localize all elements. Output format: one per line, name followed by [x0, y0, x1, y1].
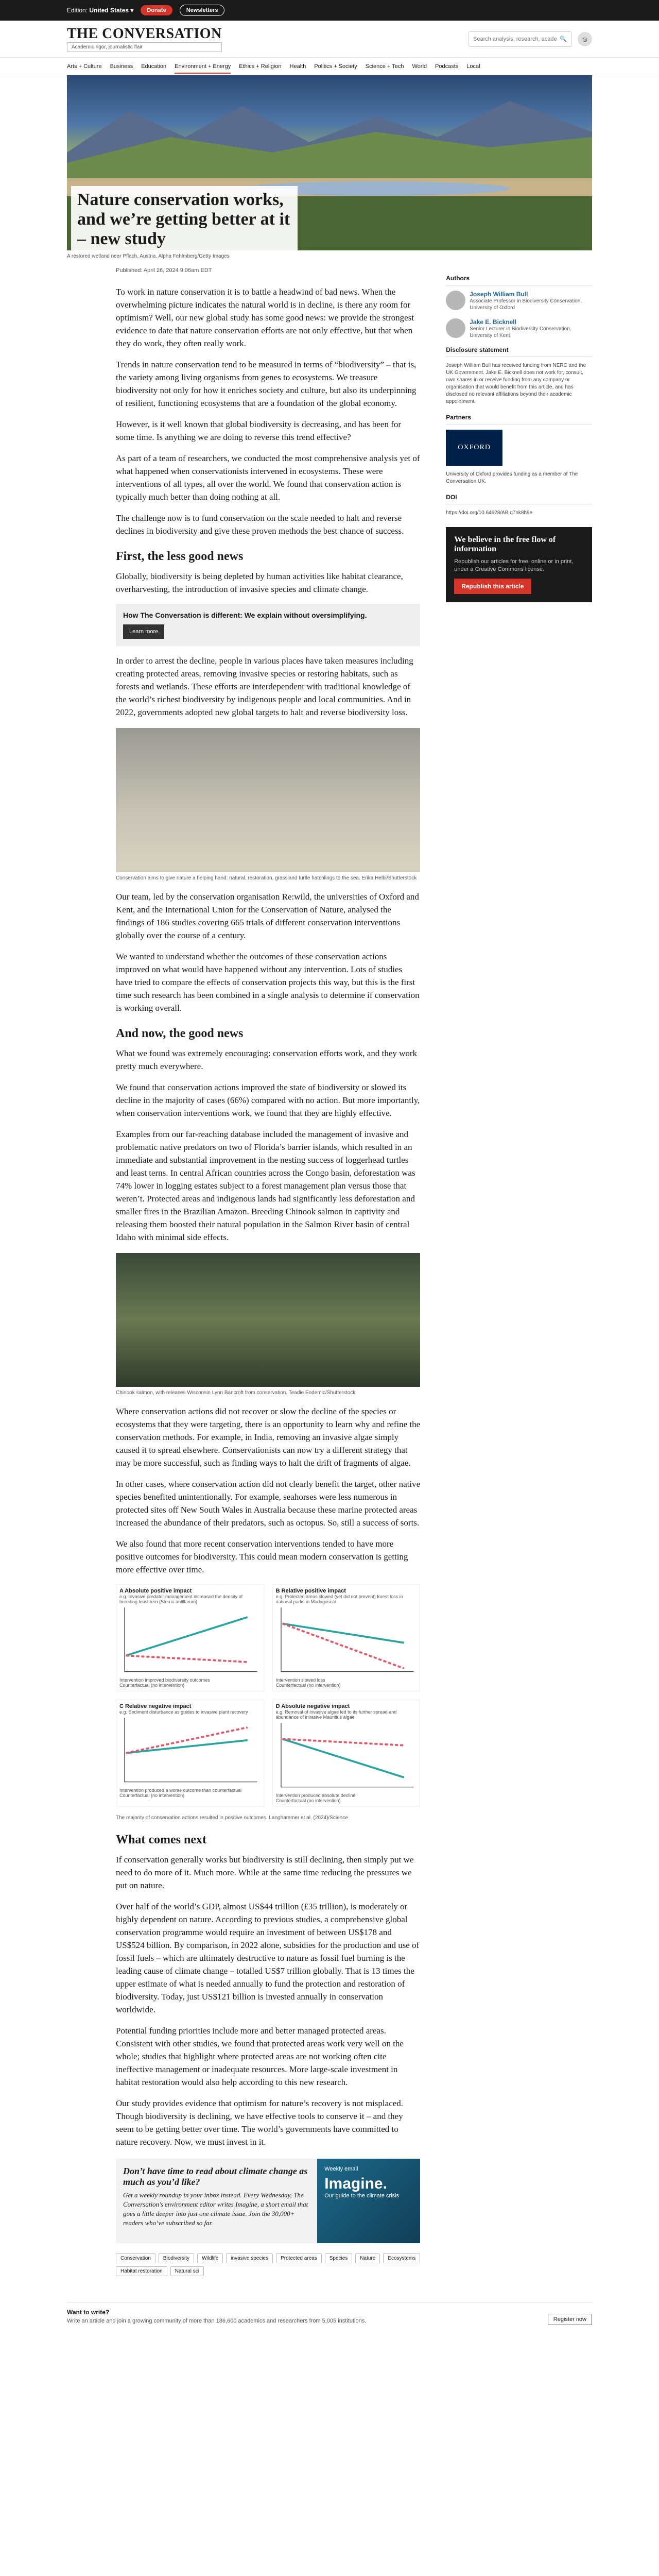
nav-item-politics-society[interactable]: Politics + Society	[314, 63, 357, 70]
paragraph: Our team, led by the conservation organisation Re:wild, the universities of Oxford and Kent, and the International Union for the Conservation of Nature, analysed the findings of 186 studies covering 665 trials of different conservation interventions globally over the course of a century.	[116, 892, 419, 940]
chart-subtitle: e.g. Removal of invasive algae led to its further spread and abundance of invasive Mauritius algae	[275, 1709, 397, 1720]
paragraph: We found that conservation actions improved the state of biodiversity or slowed its decline in the majority of cases (66%) compared with no action. But more importantly, when conservation interventions work, we found that they are highly effective.	[116, 1082, 420, 1118]
topic-tag[interactable]: Species	[325, 2253, 353, 2263]
chart-title: C Relative negative impact	[119, 1703, 192, 1709]
intervention-line	[126, 1740, 247, 1753]
author-name[interactable]: Joseph William Bull	[470, 291, 528, 298]
author-role: Associate Professor in Biodiversity Conservation, University of Oxford	[470, 298, 582, 311]
write-section	[67, 2302, 592, 2324]
chart-subtitle: e.g. Invasive predator management increased the density of breeding least tern (Sterna antillarum)	[119, 1594, 243, 1604]
promo-title: Don’t have time to read about climate change as much as you’d like?	[123, 2165, 308, 2187]
author-name[interactable]: Jake E. Bicknell	[470, 318, 516, 326]
impact-chart-panel	[272, 1700, 421, 1807]
counterfactual-label: Counterfactual (no intervention)	[275, 1682, 341, 1688]
chart-title: B Relative positive impact	[275, 1588, 346, 1594]
paragraph: However, is it well known that global biodiversity is decreasing, and has been for some time. Is anything we are doing to reverse this trend effective?	[116, 419, 402, 442]
site-logo[interactable]: THE CONVERSATION Academic rigor, journalistic flair	[67, 26, 222, 52]
paragraph: Our study provides evidence that optimism for nature’s recovery is not misplaced. Though biodiversity is declining, we have effective tools to conserve it – and they seem to be getting better over time. The world’s governments have committed to nature recovery. Now, we must invest in it.	[116, 2098, 404, 2147]
disclosure-text: Joseph William Bull has received funding from NERC and the UK Government. Jake E. Bicknell does not work for, consult, own shares in or receive funding from any company or organisation that would benefit from this article, and has disclosed no relevant affiliations beyond their academic appointment.	[446, 363, 586, 404]
impact-chart-panel	[116, 1584, 264, 1691]
authors-heading: Authors	[446, 275, 592, 285]
newsletter-promo[interactable]	[116, 2159, 420, 2243]
heading-good-news: And now, the good news	[116, 1027, 244, 1040]
figure-turtles	[116, 728, 420, 881]
topic-tag[interactable]: Habitat restoration	[116, 2266, 167, 2276]
promo-text: Get a weekly roundup in your inbox instead. Every Wednesday, The Conversation’s environment editor writes Imagine, a short email that goes a little deeper into just one climate issue. Join the 30,000+ readers who’ve subscribed so far.	[123, 2191, 308, 2227]
chart-title: D Absolute negative impact	[275, 1703, 350, 1709]
republish-title: We believe in the free flow of information	[454, 535, 556, 553]
paragraph: Over half of the world’s GDP, almost US$44 trillion (£35 trillion), is moderately or highly dependent on nature. According to previous studies, a comprehensive global conservation programme would require an investment of between US$178 and US$524 billion. By comparison, in 2022 alone, subsidies for the production and use of fossil fuels – which are ultimately destructive to nature as fossil fuel burning is the leading cause of climate change – totalled US$7 trillion globally. That is 13 times the upper estimate of what is needed annually to fund the protection and restoration of biodiversity. Today, just US$121 billion is invested annually in conservation worldwide.	[116, 1901, 420, 2014]
figure-caption: The majority of conservation actions resulted in positive outcomes. Langhammer et al. (2024)/Science	[116, 1815, 348, 1821]
republish-text: Republish our articles for free, online or in print, under a Creative Commons license.	[454, 558, 574, 572]
author-role: Senior Lecturer in Biodiversity Conservation, University of Kent	[470, 326, 571, 338]
donate-button[interactable]: Donate	[141, 5, 172, 15]
tag-list	[116, 2253, 420, 2276]
paragraph: In other cases, where conservation action did not clearly benefit the target, other native species benefited unintentionally. For example, seahorses were less numerous in protected sites off New South Wales in Australia because these marine protected areas increased the abundance of their predators, such as octopus. So, still a success of sorts.	[116, 1479, 421, 1528]
nav-item-world[interactable]: World	[412, 63, 427, 70]
counterfactual-label: Counterfactual (no intervention)	[275, 1798, 341, 1803]
hero-image	[67, 75, 592, 250]
partner-text: University of Oxford provides funding as a member of The Conversation UK.	[446, 471, 578, 484]
chart-title: A Absolute positive impact	[119, 1588, 192, 1594]
hero-caption: A restored wetland near Pflach, Austria. Alpha Fehlmberg/Getty Images	[67, 253, 230, 259]
nav-item-arts-culture[interactable]: Arts + Culture	[67, 63, 102, 70]
paragraph: If conservation generally works but biodiversity is still declining, then simply put we need to do more of it. Much more. While at the same time reducing the pressures we put on nature.	[116, 1854, 414, 1890]
intervention-label: Intervention produced a worse outcome than counterfactual	[119, 1787, 242, 1793]
paragraph: In order to arrest the decline, people in various places have taken measures including creating protected areas, removing invasive species or restoring habitats, such as forests and wetlands. These efforts are interdependent with traditional knowledge of the world’s richest biodiversity by indigenous people and local communities. And in 2022, governments adopted new global targets to halt and reverse biodiversity loss.	[116, 656, 413, 717]
author-avatar	[446, 318, 465, 338]
republish-button[interactable]: Republish this article	[454, 579, 531, 594]
search-icon[interactable]: 🔍	[560, 36, 567, 42]
counterfactual-line	[126, 1655, 247, 1662]
counterfactual-line	[126, 1727, 247, 1753]
nav-item-education[interactable]: Education	[141, 63, 167, 70]
author-card[interactable]	[446, 318, 592, 339]
paragraph: Examples from our far-reaching database included the management of invasive and problematic native predators on two of Florida’s barrier islands, which resulted in an immediate and substantial improvement in the nesting success of loggerhead turtles and least terns. In central African countries across the Congo basin, deforestation was 74% lower in logging estates subject to a forest management plan versus those that weren’t. Protected areas and indigenous lands had significantly less deforestation and smaller fires in the Brazilian Amazon. Breeding Chinook salmon in captivity and releasing them boosted their natural population in the Salmon River basin of central Idaho with minimal side effects.	[116, 1129, 415, 1242]
published-date: Published: April 26, 2024 9:06am EDT	[116, 267, 212, 274]
nav-item-science-tech[interactable]: Science + Tech	[365, 63, 404, 70]
search-box[interactable]	[469, 31, 571, 47]
nav-item-health[interactable]: Health	[289, 63, 306, 70]
search-input[interactable]	[473, 36, 557, 42]
paragraph: We also found that more recent conservation interventions tended to have more positive outcomes for biodiversity. This could mean modern conservation is getting more effective over time.	[116, 1539, 408, 1574]
figure-salmon	[116, 1253, 420, 1396]
newsletter-text: How The Conversation is different: We explain without oversimplifying.	[123, 611, 367, 619]
chart-plot	[119, 1604, 261, 1675]
chart-subtitle: e.g. Sediment disturbance as guides to invasive plant recovery	[119, 1709, 248, 1715]
register-button[interactable]: Register now	[548, 2314, 592, 2325]
paragraph: To work in nature conservation it is to battle a headwind of bad news. When the overwhelming picture indicates the natural world is in decline, is there any room for optimism? Well, our new global study has some good news: we provide the strongest evidence to date that nature conservation efforts are not only effective, but that when they do work, they often really work.	[116, 287, 414, 348]
turtle-photo	[116, 728, 420, 872]
heading-bad-news: First, the less good news	[116, 550, 244, 563]
intervention-line	[282, 1623, 404, 1642]
write-desc: Write an article and join a growing community of more than 186,600 academics and researchers from 5,005 institutions.	[67, 2317, 367, 2324]
author-card[interactable]	[446, 291, 592, 311]
newsletters-button[interactable]: Newsletters	[180, 5, 225, 16]
nav-item-environment-energy[interactable]: Environment + Energy	[175, 63, 231, 74]
topic-tag[interactable]: Wildlife	[197, 2253, 223, 2263]
paragraph: We wanted to understand whether the outcomes of these conservation actions improved on what would have happened without any intervention. Lots of studies have tried to compare the effects of conservation projects this way, but this is the first time such research has been combined in a single analysis to determine if conservation is working overall.	[116, 952, 420, 1013]
nav-item-ethics-religion[interactable]: Ethics + Religion	[239, 63, 282, 70]
main-nav	[0, 58, 659, 75]
edition-selector[interactable]: Edition: United States ▾	[67, 7, 134, 14]
nav-item-podcasts[interactable]: Podcasts	[435, 63, 459, 70]
topic-tag[interactable]: Protected areas	[276, 2253, 322, 2263]
learn-more-button[interactable]: Learn more	[123, 624, 164, 639]
paragraph: Where conservation actions did not recover or slow the decline of the species or ecosystems that they were targeting, there is an opportunity to learn why and refine the conservation methods. For example, in India, removing an invasive algae simply caused it to spread elsewhere. Conservationists can now try a different strategy that may be more successful, such as finding ways to halt the drift of fragments of algae.	[116, 1406, 421, 1468]
salmon-photo	[116, 1253, 420, 1387]
account-icon[interactable]: ☺	[578, 32, 592, 46]
doi-heading: DOI	[446, 494, 592, 504]
article-title-box	[71, 186, 298, 250]
paragraph: As part of a team of researchers, we conducted the most comprehensive analysis yet of what happened when conservationists intervened in ecosystems. These were interventions of all types, all over the world. We found that conservation action is typically much better than doing nothing at all.	[116, 453, 420, 502]
counterfactual-line	[282, 1623, 404, 1668]
partners-heading: Partners	[446, 414, 592, 425]
sidebar	[446, 264, 592, 2286]
heading-whats-next: What comes next	[116, 1833, 206, 1846]
intervention-label: Intervention produced absolute decline	[275, 1792, 356, 1798]
disclosure-heading: Disclosure statement	[446, 346, 592, 357]
chart-plot	[119, 1715, 261, 1785]
article-body	[67, 264, 420, 2286]
counterfactual-label: Counterfactual (no intervention)	[119, 1682, 185, 1688]
impact-chart-panel	[272, 1584, 421, 1691]
imagine-banner[interactable]: Weekly email Imagine. Our guide to the climate crisis	[317, 2159, 420, 2243]
oxford-logo[interactable]: OXFORD	[446, 430, 502, 466]
republish-box	[446, 527, 592, 602]
chart-plot	[276, 1604, 417, 1675]
chart-plot	[276, 1720, 417, 1790]
write-title: Want to write?	[67, 2308, 110, 2316]
paragraph: What we found was extremely encouraging: conservation efforts work, and they work pretty much everywhere.	[116, 1048, 418, 1071]
newsletter-box	[116, 604, 420, 646]
paragraph: Globally, biodiversity is being depleted by human activities like habitat clearance, overharvesting, the introduction of invasive species and climate change.	[116, 571, 403, 594]
topic-tag[interactable]: Conservation	[116, 2253, 155, 2263]
impact-chart-grid	[116, 1584, 420, 1807]
intervention-label: Intervention improved biodiversity outcomes	[119, 1677, 210, 1683]
nav-item-business[interactable]: Business	[110, 63, 133, 70]
figure-caption: Conservation aims to give nature a helping hand: natural, restoration, grassland turtle hatchlings to the sea. Erika Helbi/Shutterstock	[116, 875, 417, 881]
article-title: Nature conservation works, and we’re getting better at it – new study	[77, 190, 290, 248]
topic-tag[interactable]: Biodiversity	[159, 2253, 194, 2263]
counterfactual-label: Counterfactual (no intervention)	[119, 1792, 185, 1798]
paragraph: Trends in nature conservation tend to be measured in terms of “biodiversity” – that is, the variety among living organisms from genes to ecosystems. We treasure biodiversity not only for how it enriches society and culture, but also its underpinning of resilient, functioning ecosystems that are a foundation of the global economy.	[116, 360, 417, 408]
paragraph: Potential funding priorities include more and better managed protected areas. Consistent with other studies, we found that protected areas work very well on the whole; studies that highlight where protected areas are not working often cite ineffective management or inadequate resources. More large-scale investment in habitat restoration would also help according to this new research.	[116, 2025, 404, 2087]
nav-item-local[interactable]: Local	[466, 63, 480, 70]
topic-tag[interactable]: Ecosystems	[383, 2253, 420, 2263]
doi-link[interactable]: https://doi.org/10.64628/AB.q7nk8h9e	[446, 510, 533, 516]
author-avatar	[446, 291, 465, 310]
topic-tag[interactable]: Natural sci	[170, 2266, 204, 2276]
paragraph: The challenge now is to fund conservation on the scale needed to halt and reverse declines in biodiversity and give these proven methods the best chance of success.	[116, 513, 404, 536]
intervention-label: Intervention slowed loss	[275, 1677, 325, 1683]
impact-chart-panel	[116, 1700, 264, 1807]
chart-subtitle: e.g. Protected areas slowed (yet did not prevent) forest loss in national parks in Madagascar	[275, 1594, 403, 1604]
top-bar	[0, 0, 659, 21]
topic-tag[interactable]: invasive species	[226, 2253, 273, 2263]
figure-caption: Chinook salmon, with releases Wisconsin Lynn Bancroft from conservation. Teadie Endemic/Shutterstock	[116, 1390, 356, 1396]
topic-tag[interactable]: Nature	[355, 2253, 380, 2263]
site-header	[0, 21, 659, 58]
intervention-line	[126, 1617, 247, 1656]
